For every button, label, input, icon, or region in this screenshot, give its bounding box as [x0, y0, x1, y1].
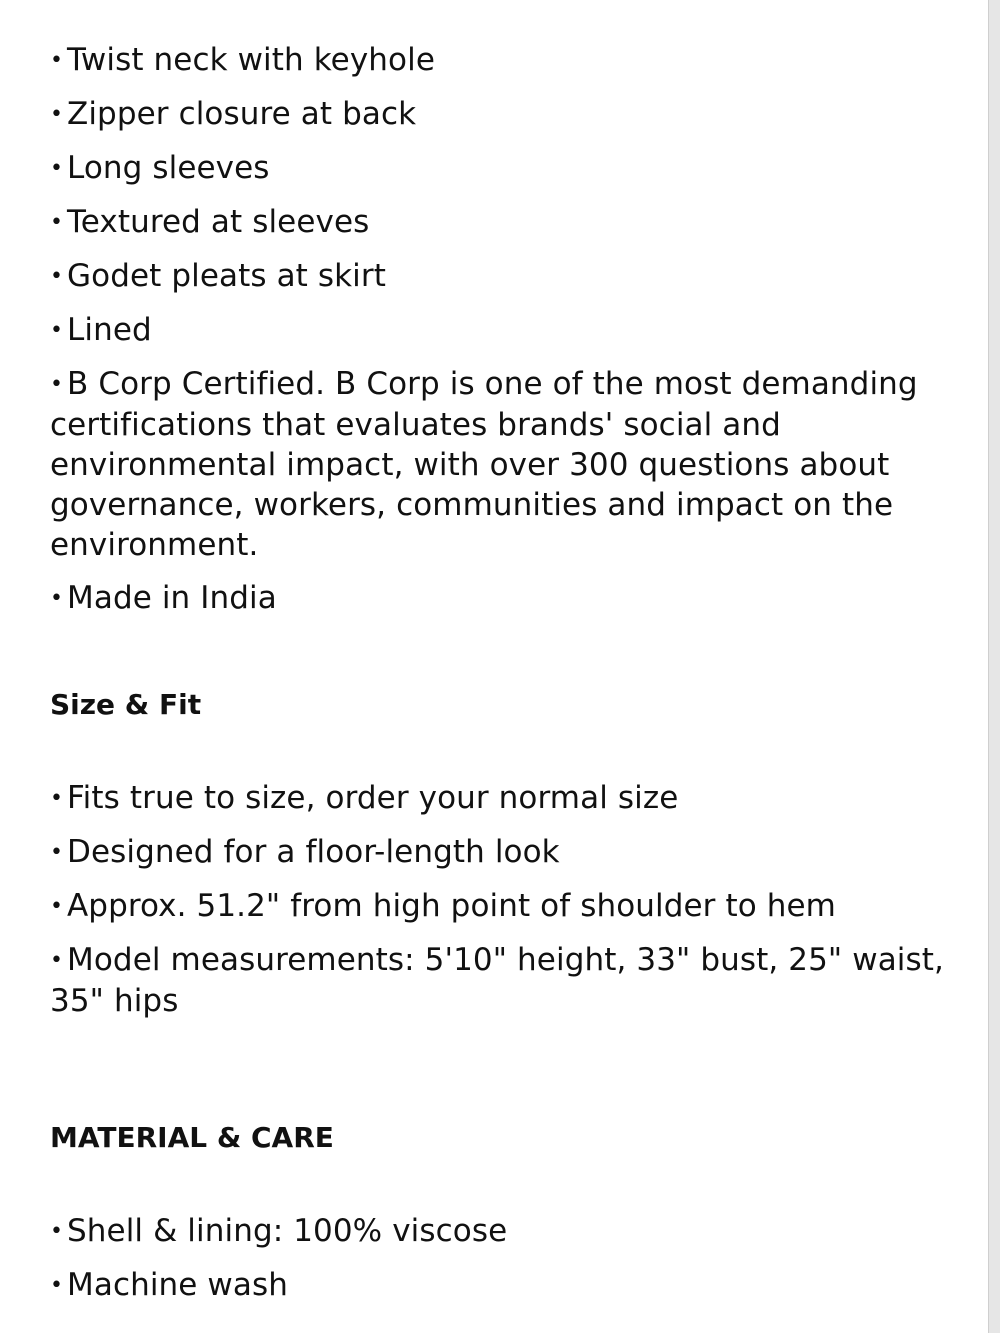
list-item: • B Corp Certified. B Corp is one of the most demanding certifications that evaluates brands' social and environmental impact, with over 300 questions about governance, workers, communities and impact on the environment. — [50, 366, 918, 563]
product-details-content — [50, 40, 950, 1306]
bullet-icon: • — [50, 264, 64, 289]
material-care-heading: MATERIAL & CARE — [50, 1121, 334, 1154]
list-item: • Long sleeves — [50, 148, 950, 189]
bullet-icon: • — [50, 318, 64, 343]
list-item: • Machine wash — [50, 1265, 950, 1306]
list-item: • Model measurements: 5'10" height, 33" bust, 25" waist, 35" hips — [50, 942, 944, 1019]
list-item: • Fits true to size, order your normal size — [50, 778, 950, 819]
size-fit-list — [50, 778, 950, 1021]
bullet-icon: • — [50, 586, 64, 611]
bullet-icon: • — [50, 1273, 64, 1298]
list-item: • Shell & lining: 100% viscose — [50, 1211, 950, 1252]
bullet-icon: • — [50, 210, 64, 235]
list-item: • Godet pleats at skirt — [50, 256, 950, 297]
list-item: • Approx. 51.2" from high point of shoulder to hem — [50, 886, 950, 927]
scrollbar[interactable] — [988, 0, 1000, 1333]
description-list — [50, 40, 950, 619]
list-item: • Textured at sleeves — [50, 202, 950, 243]
size-fit-heading: Size & Fit — [50, 688, 202, 721]
bullet-icon: • — [50, 156, 64, 181]
material-care-list — [50, 1211, 950, 1306]
bullet-icon: • — [50, 894, 64, 919]
bullet-icon: • — [50, 102, 64, 127]
bullet-icon: • — [50, 786, 64, 811]
bullet-icon: • — [50, 48, 64, 73]
list-item: • Zipper closure at back — [50, 94, 950, 135]
list-item: • Lined — [50, 310, 950, 351]
bullet-icon: • — [50, 948, 64, 973]
list-item: • Twist neck with keyhole — [50, 40, 950, 81]
bullet-icon: • — [50, 1219, 64, 1244]
bullet-icon: • — [50, 840, 64, 865]
list-item: • Made in India — [50, 578, 950, 619]
bullet-icon: • — [50, 372, 64, 397]
list-item: • Designed for a floor-length look — [50, 832, 950, 873]
